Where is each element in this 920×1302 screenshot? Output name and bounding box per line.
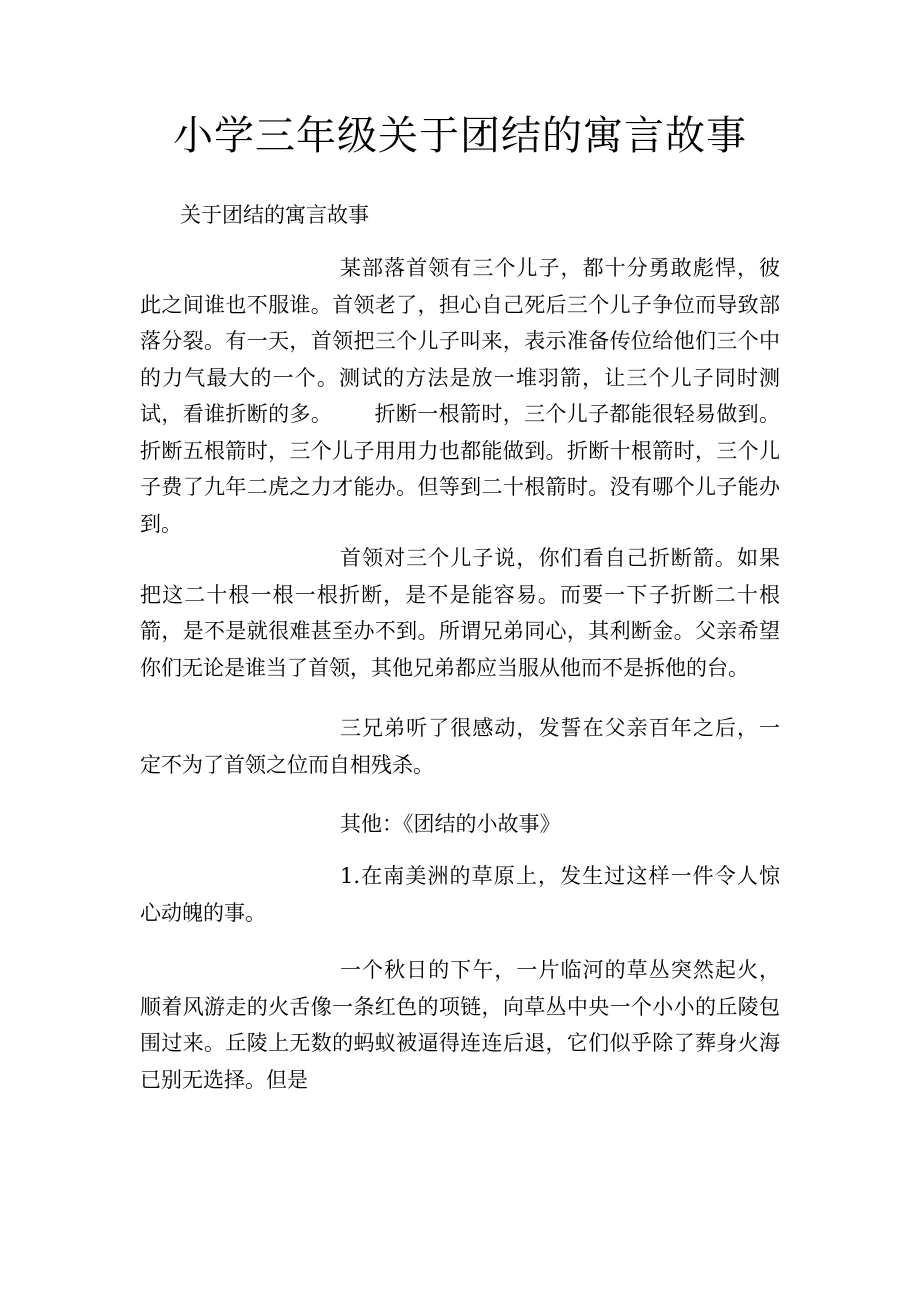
paragraph-5: 1.在南美洲的草原上，发生过这样一件令人惊心动魄的事。 (140, 864, 780, 925)
document-title: 小学三年级关于团结的寓言故事 (173, 113, 747, 159)
paragraph-4: 其他：《团结的小故事》 (340, 812, 561, 836)
paragraph-6: 一个秋日的下午，一片临河的草丛突然起火，顺着风游走的火舌像一条红色的项链，向草丛中央一个小小的丘陵包围过来。丘陵上无数的蚂蚁被逼得连连后退，它们似乎除了葬身火海已别无选择。但是 (140, 958, 780, 1092)
paragraph-1-part-a: 某部落首领有三个儿子，都十分勇敢彪悍，彼此之间谁也不服谁。首领老了，担心自己死后三个儿子争位而导致部落分裂。有一天，首领把三个儿子叫来，表示准备传位给他们三个中的力气最大的一个。测试的方法是放一堆羽箭，让三个儿子同时测试，看谁折断的多。 (140, 256, 780, 426)
paragraph-1-part-b: 折断一根箭时，三个儿子都能很轻易做到。折断五根箭时，三个儿子用用力也都能做到。折断十根箭时，三个儿子费了九年二虎之力才能办。但等到二十根箭时。没有哪个儿子能办到。 (140, 402, 781, 536)
paragraph-2: 首领对三个儿子说，你们看自己折断箭。如果把这二十根一根一根折断，是不是能容易。而要一下子折断二十根箭，是不是就很难甚至办不到。所谓兄弟同心，其利断金。父亲希望你们无论是谁当了首领，其他兄弟都应当服从他而不是拆他的台。 (140, 546, 780, 680)
paragraph-3: 三兄弟听了很感动，发誓在父亲百年之后，一定不为了首领之位而自相残杀。 (140, 716, 780, 777)
document-subtitle: 关于团结的寓言故事 (180, 203, 369, 227)
paragraph-1 (140, 250, 780, 542)
